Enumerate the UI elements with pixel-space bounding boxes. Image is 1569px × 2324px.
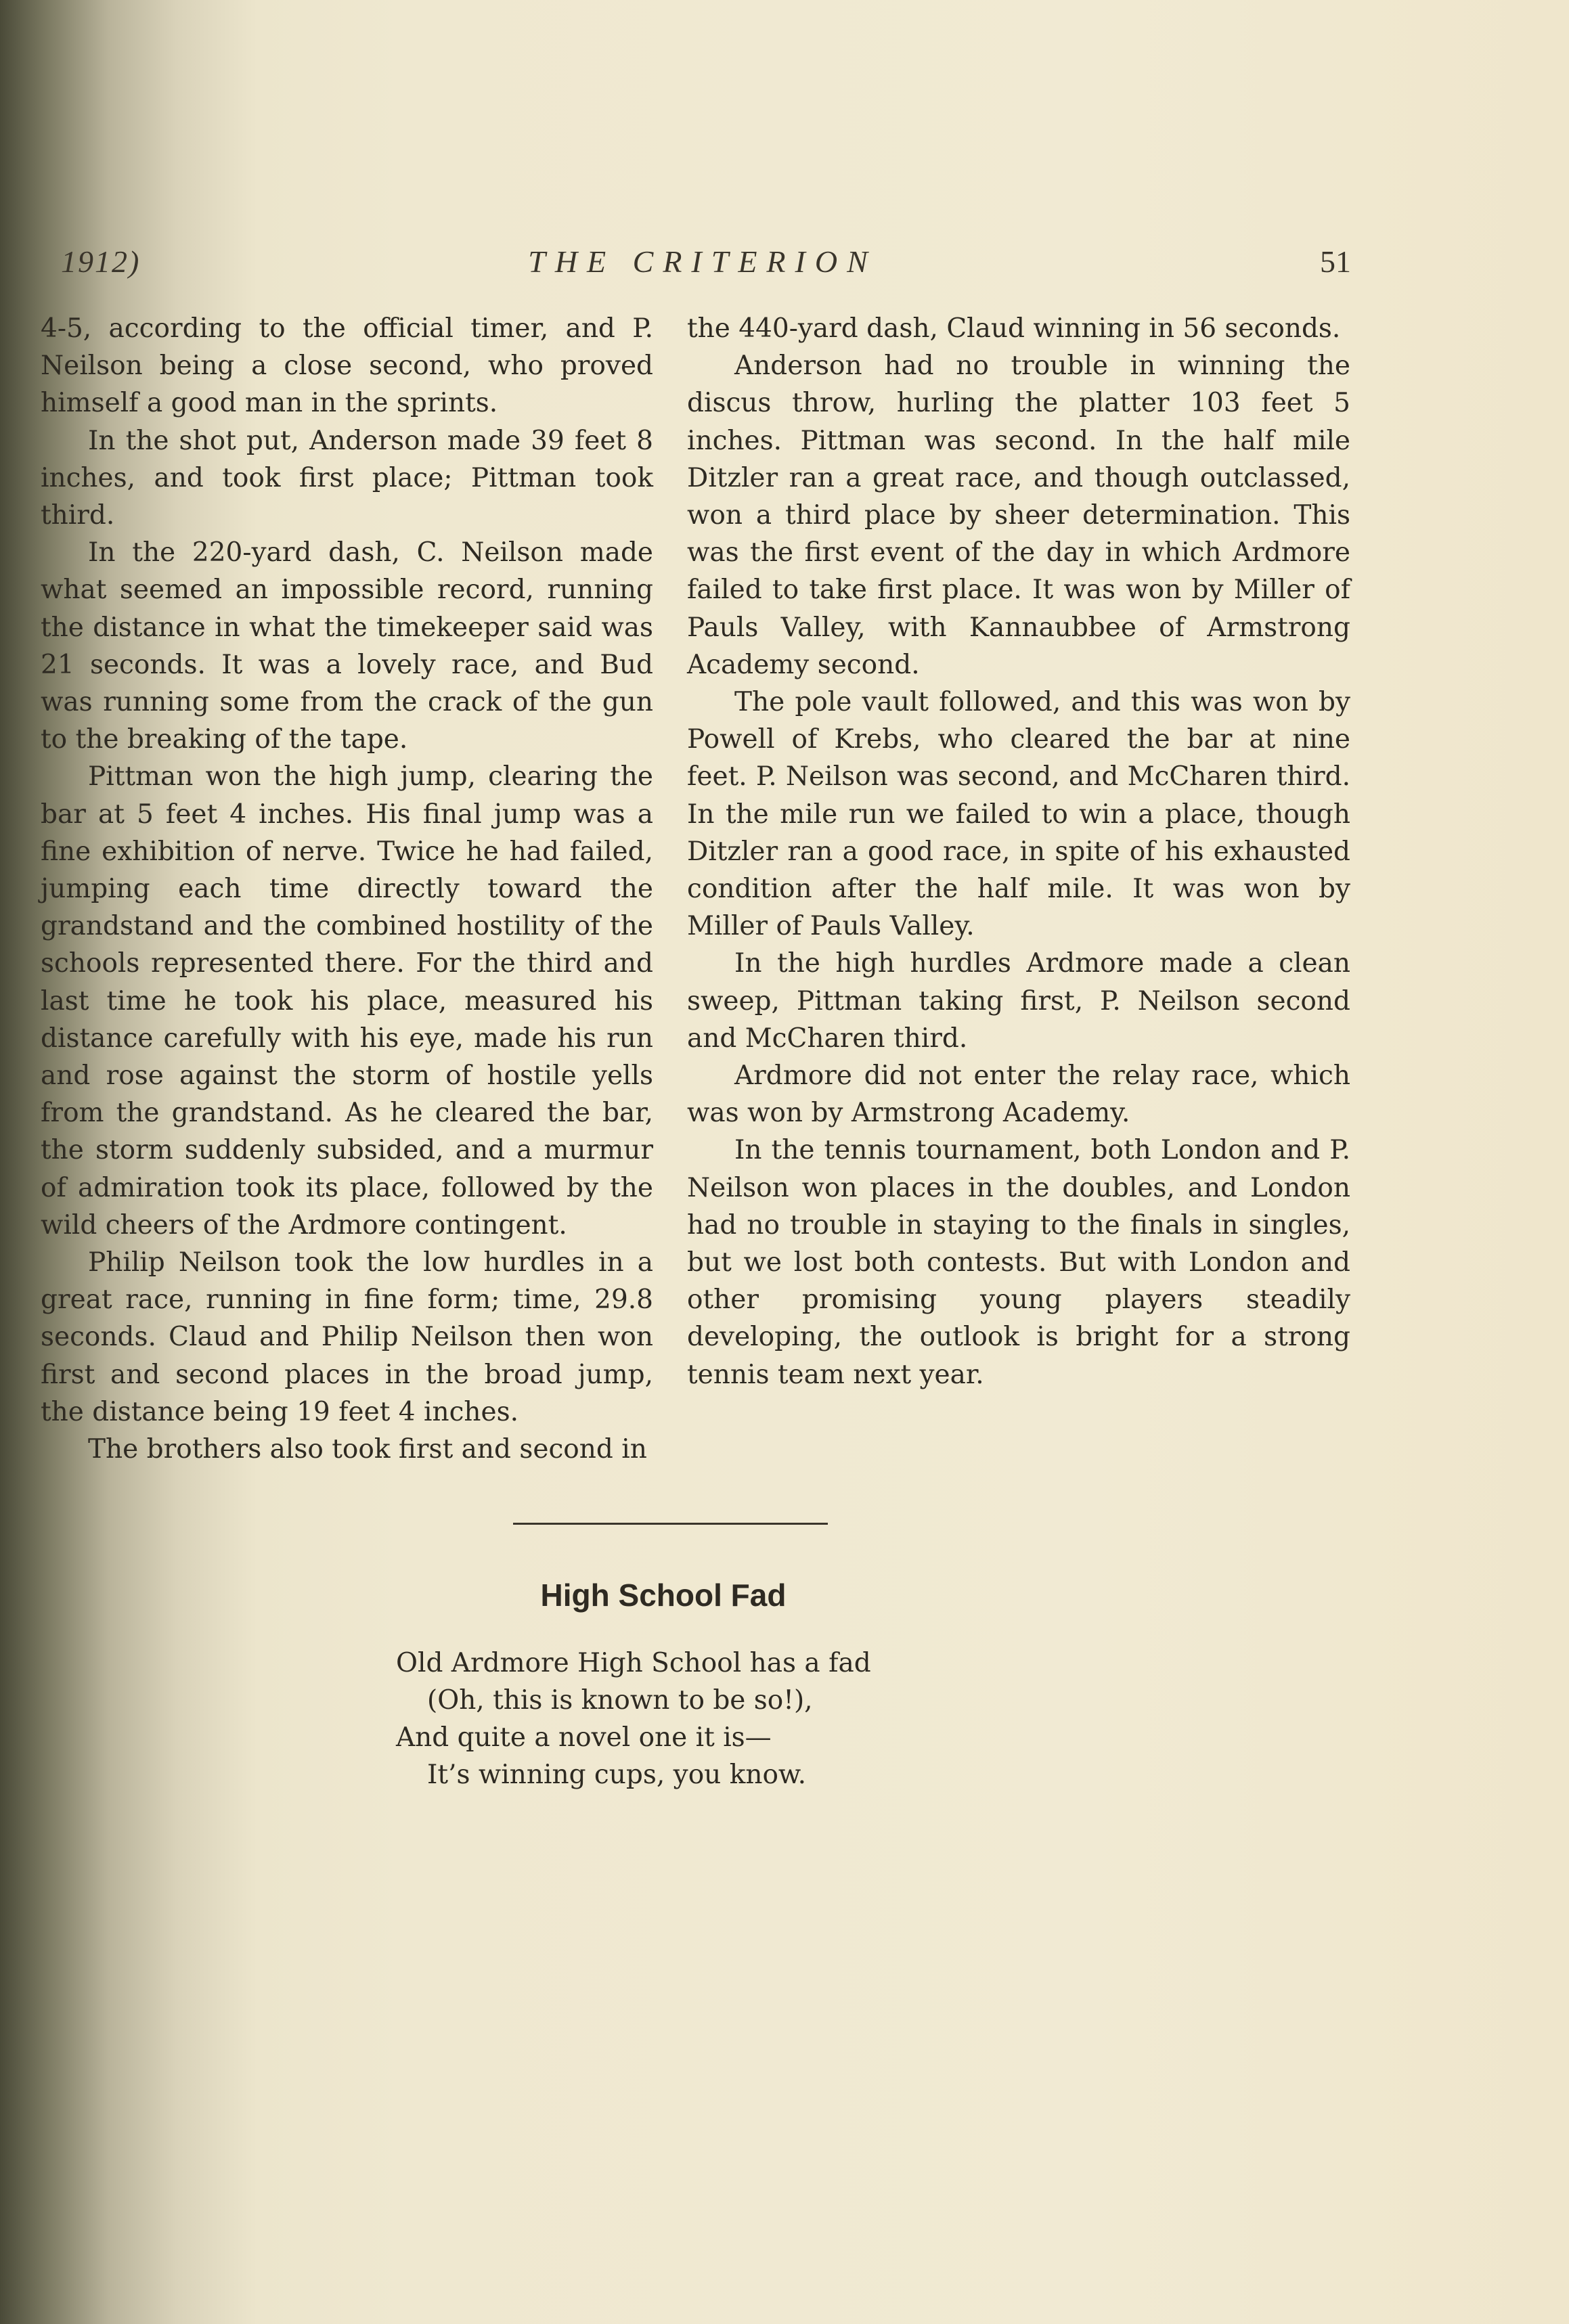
page-number: 51	[1320, 244, 1351, 279]
poem-title: High School Fad	[540, 1578, 787, 1613]
poem-line: And quite a novel one it is—	[396, 1722, 772, 1753]
left-column	[41, 310, 653, 1468]
paragraph: Philip Neilson took the low hurdles in a great race, running in fine form; time, 29.8 seconds. Claud and Philip Neilson then won first and second places in the broad jump, the distance being 19 feet 4 inches.	[41, 1247, 653, 1427]
paragraph: Pittman won the high jump, clearing the bar at 5 feet 4 inches. His final jump was a fine exhibition of nerve. Twice he had failed, jumping each time directly toward the grandstand and the combined hostility of the schools represented there. For the third and last time he took his place, measured his distance carefully with his eye, made his run and rose against the storm of hostile yells from the grandstand. As he cleared the bar, the storm suddenly subsided, and a murmur of admiration took its place, followed by the wild cheers of the Ardmore contingent.	[41, 761, 653, 1241]
paragraph: The brothers also took first and second in	[88, 1434, 647, 1465]
paragraph: the 440-yard dash, Claud winning in 56 seconds.	[687, 313, 1341, 344]
poem-line: (Oh, this is known to be so!),	[427, 1685, 813, 1716]
poem-line: It’s winning cups, you know.	[427, 1760, 807, 1790]
paragraph: In the shot put, Anderson made 39 feet 8 inches, and took first place; Pittman took third.	[41, 425, 653, 531]
running-header	[54, 244, 1351, 284]
poem	[396, 1645, 871, 1793]
paragraph: In the tennis tournament, both London and P. Neilson won places in the doubles, and London had no trouble in staying to the finals in singles, but we lost both contests. But with London and other promising young players steadily developing, the outlook is bright for a strong tennis team next year.	[687, 1135, 1350, 1390]
paragraph: 4-5, according to the official timer, and P. Neilson being a close second, who proved himself a good man in the sprints.	[41, 313, 653, 419]
paragraph: Anderson had no trouble in winning the discus throw, hurling the platter 103 feet 5 inches. Pittman was second. In the half mile Ditzler ran a great race, and though outclassed, won a third place by sheer determination. This was the first event of the day in which Ardmore failed to take first place. It was won by Miller of Pauls Valley, with Kannaubbee of Armstrong Academy second.	[687, 351, 1350, 680]
paragraph: The pole vault followed, and this was won by Powell of Krebs, who cleared the bar at nine feet. P. Neilson was second, and McCharen third. In the mile run we failed to win a place, though Ditzler ran a good race, in spite of his exhausted condition after the half mile. It was won by Miller of Pauls Valley.	[687, 687, 1350, 942]
section-divider	[513, 1523, 828, 1525]
right-column	[687, 310, 1350, 1393]
header-year: 1912)	[61, 244, 141, 279]
poem-line: Old Ardmore High School has a fad	[396, 1648, 871, 1678]
paragraph: Ardmore did not enter the relay race, which was won by Armstrong Academy.	[687, 1060, 1350, 1129]
paragraph: In the 220-yard dash, C. Neilson made what seemed an impossible record, running the distance in what the timekeeper said was 21 seconds. It was a lovely race, and Bud was running some from the crack of the gun to the breaking of the tape.	[41, 537, 653, 755]
paragraph: In the high hurdles Ardmore made a clean sweep, Pittman taking first, P. Neilson second and McCharen third.	[687, 948, 1350, 1054]
header-title: THE CRITERION	[528, 244, 877, 279]
